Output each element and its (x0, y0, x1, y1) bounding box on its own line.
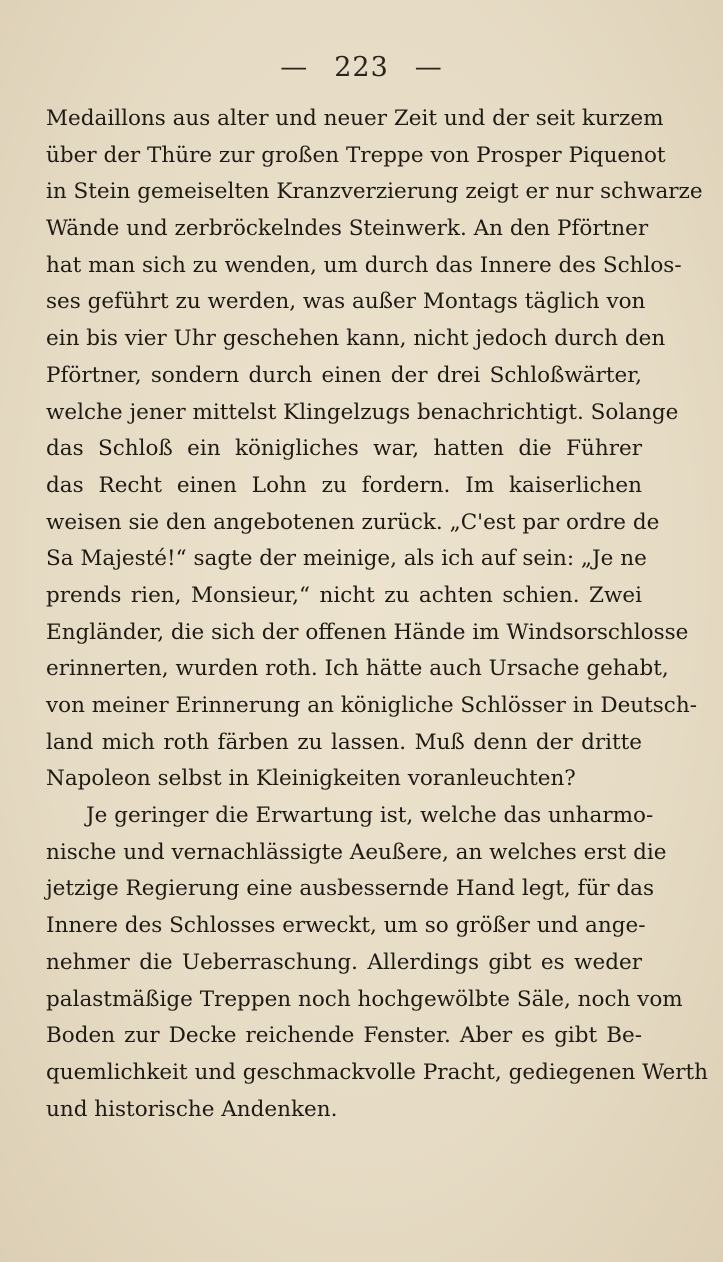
text-line: Napoleon selbst in Kleinigkeiten voranleuchten? (46, 766, 576, 792)
text-line: welche jener mittelst Klingelzugs benachrichtigt. Solange (46, 399, 679, 425)
text-line: Boden zur Decke reichende Fenster. Aber es gibt Be- (46, 1023, 642, 1049)
text-line: über der Thüre zur großen Treppe von Prosper Piquenot (46, 142, 666, 168)
text-line: das Recht einen Lohn zu fordern. Im kaiserlichen (46, 472, 642, 498)
text-line: land mich roth färben zu lassen. Muß denn der dritte (46, 729, 642, 755)
text-line: nische und vernachlässigte Aeußere, an welches erst die (46, 839, 667, 865)
left-dash: — (280, 52, 309, 83)
text-line: weisen sie den angebotenen zurück. „C'est par ordre de (46, 509, 660, 535)
text-line: prends rien, Monsieur,“ nicht zu achten schien. Zwei (46, 582, 642, 608)
text-line: jetzige Regierung eine ausbessernde Hand legt, für das (46, 876, 655, 902)
text-line: Wände und zerbröckelndes Steinwerk. An den Pförtner (46, 216, 649, 242)
text-line: und historische Andenken. (46, 1096, 338, 1122)
text-line: das Schloß ein königliches war, hatten die Führer (46, 436, 642, 462)
text-line: in Stein gemeiselten Kranzverzierung zeigt er nur schwarze (46, 179, 703, 205)
text-line: quemlichkeit und geschmackvolle Pracht, gediegenen Werth (46, 1059, 709, 1085)
text-line: palastmäßige Treppen noch hochgewölbte Säle, noch vom (46, 986, 683, 1012)
page-number: 223 (334, 52, 389, 83)
paragraph-2 (46, 798, 709, 1128)
text-line: Innere des Schlosses erweckt, um so größer und ange- (46, 913, 646, 939)
paragraph-1 (46, 101, 703, 798)
text-line: ses geführt zu werden, was außer Montags täglich von (46, 289, 646, 315)
text-line: ein bis vier Uhr geschehen kann, nicht jedoch durch den (46, 326, 666, 352)
text-line: Pförtner, sondern durch einen der drei Schloßwärter, (46, 362, 642, 388)
text-line: Sa Majesté!“ sagte der meinige, als ich auf sein: „Je ne (46, 546, 647, 572)
text-line: erinnerten, wurden roth. Ich hätte auch Ursache gehabt, (46, 656, 669, 682)
text-line: Engländer, die sich der offenen Hände im Windsorschlosse (46, 619, 689, 645)
text-line: Medaillons aus alter und neuer Zeit und der seit kurzem (46, 106, 664, 131)
text-line: hat man sich zu wenden, um durch das Innere des Schlos- (46, 252, 682, 278)
text-line: von meiner Erinnerung an königliche Schlösser in Deutsch- (46, 693, 697, 718)
body-text (46, 101, 709, 1128)
page-number-header (0, 52, 723, 83)
text-line: Je geringer die Erwartung ist, welche das unharmo- (86, 803, 654, 829)
right-dash: — (414, 52, 443, 83)
text-line: nehmer die Ueberraschung. Allerdings gibt es weder (46, 949, 642, 975)
